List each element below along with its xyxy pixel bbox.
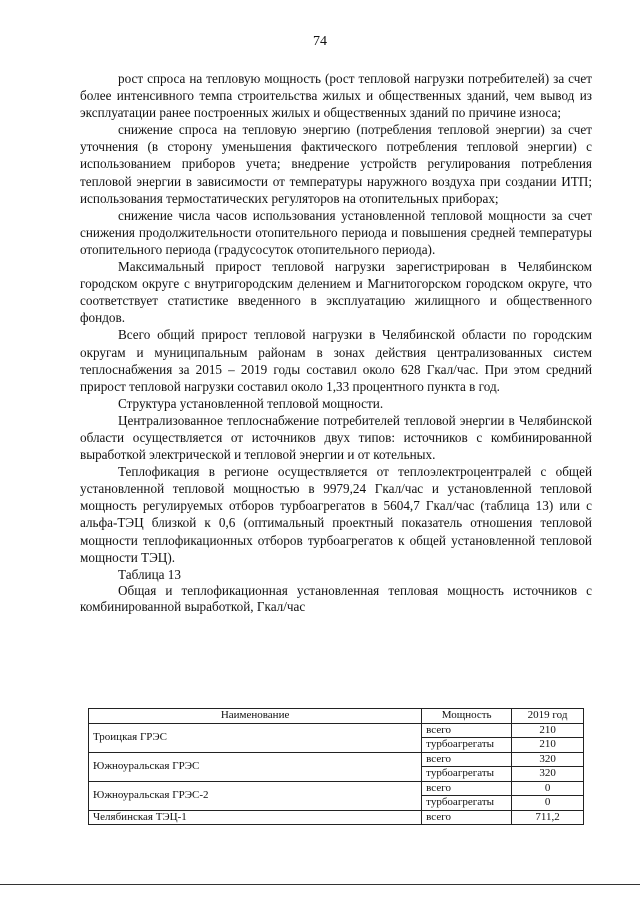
table-row	[89, 810, 584, 825]
page-number: 74	[313, 34, 327, 49]
paragraph: снижение числа часов использования установленной тепловой мощности за счет снижения продолжительности отопительного периода и повышения средней температуры отопительного периода (градусосуток отопительного периода).	[80, 207, 592, 257]
paragraph: Всего общий прирост тепловой нагрузки в Челябинской области по городским округам и муниципальным районам в зонах действия централизованных систем теплоснабжения за 2015 – 2019 годы составил около 628 Гкал/час. При этом средний прирост тепловой нагрузки составил около 1,33 процентного пункта в год.	[80, 327, 592, 394]
source-name: Челябинская ТЭЦ-1	[89, 810, 422, 825]
capacity-kind: всего	[422, 723, 512, 738]
source-name: Южноуральская ГРЭС	[89, 752, 422, 781]
paragraph: снижение спроса на тепловую энергию (потребления тепловой энергии) за счет уточнения (в сторону уменьшения фактического потребления тепловой энергии) с использованием приборов учета; внедрение устройств регулирования потребления тепловой энергии в зависимости от температуры наружного воздуха при создании ИТП; использования термостатических регуляторов на отопительных приборах;	[80, 122, 592, 206]
source-name: Троицкая ГРЭС	[89, 723, 422, 752]
capacity-value: 0	[512, 796, 584, 811]
capacity-kind: всего	[422, 781, 512, 796]
capacity-value: 711,2	[512, 810, 584, 825]
capacity-kind: турбоагрегаты	[422, 738, 512, 753]
capacity-table	[88, 708, 584, 825]
header-name: Наименование	[89, 709, 422, 724]
capacity-kind: турбоагрегаты	[422, 796, 512, 811]
table-row	[89, 723, 584, 738]
paragraph: Структура установленной тепловой мощности.	[118, 395, 384, 411]
capacity-value: 320	[512, 767, 584, 782]
table-title: Общая и теплофикационная установленная тепловая мощность источников с комбинированной выработкой, Гкал/час	[80, 582, 592, 614]
paragraph: Централизованное теплоснабжение потребителей тепловой энергии в Челябинской области осуществляется от источников двух типов: источников с комбинированной выработкой электрической и тепловой энергии и от котельных.	[80, 412, 592, 463]
capacity-value: 210	[512, 738, 584, 753]
capacity-kind: всего	[422, 810, 512, 825]
body-text	[80, 70, 592, 615]
paragraph: Теплофикация в регионе осуществляется от теплоэлектроцентралей с общей установленной тепловой мощностью в 9979,24 Гкал/час и установленной тепловой мощность регулируемых отборов турбоагрегатов в 5604,7 Гкал/час (таблица 13) или с альфа-ТЭЦ близкой к 0,6 (оптимальный проектный показатель отношения тепловой мощности теплофикационных отборов турбоагрегатов к общей установленной тепловой мощности ТЭЦ).	[80, 464, 592, 565]
header-year: 2019 год	[512, 709, 584, 724]
bottom-rule	[0, 884, 640, 885]
table-row	[89, 752, 584, 767]
capacity-value: 0	[512, 781, 584, 796]
header-capacity: Мощность	[422, 709, 512, 724]
paragraph: рост спроса на тепловую мощность (рост тепловой нагрузки потребителей) за счет более интенсивного темпа строительства жилых и общественных зданий, чем вывод из эксплуатации ранее построенных жилых и общественных зданий по причине износа;	[80, 71, 592, 121]
capacity-value: 210	[512, 723, 584, 738]
table-caption: Таблица 13	[118, 566, 181, 582]
capacity-kind: всего	[422, 752, 512, 767]
capacity-value: 320	[512, 752, 584, 767]
capacity-kind: турбоагрегаты	[422, 767, 512, 782]
paragraph: Максимальный прирост тепловой нагрузки зарегистрирован в Челябинском городском округе с внутригородским делением и Магнитогорском городском округе, что соответствует статистике введенного в эксплуатацию жилищного и общественного фондов.	[80, 259, 592, 326]
source-name: Южноуральская ГРЭС-2	[89, 781, 422, 810]
table-row	[89, 781, 584, 796]
table-header-row	[89, 709, 584, 724]
